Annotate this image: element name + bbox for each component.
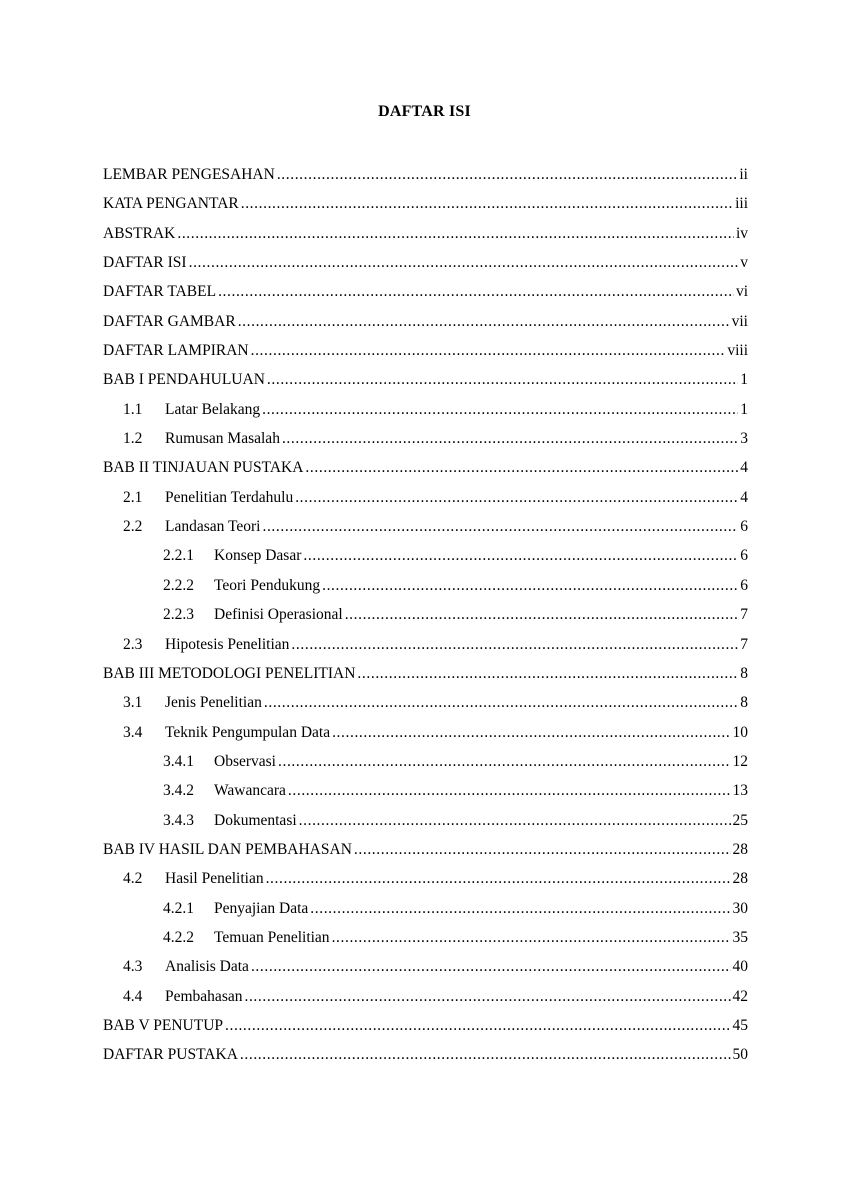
toc-entry-label: Landasan Teori	[165, 518, 261, 536]
toc-entry-label: BAB I PENDAHULUAN	[103, 371, 265, 389]
toc-entry-label: KATA PENGANTAR	[103, 195, 239, 213]
toc-entry-label: Penelitian Terdahulu	[165, 488, 294, 506]
toc-entry-page-number: v	[740, 254, 748, 272]
toc-entry[interactable]	[103, 189, 748, 218]
toc-entry[interactable]	[103, 864, 748, 893]
toc-entry-number: 3.4	[123, 723, 143, 741]
toc-entry[interactable]	[103, 1011, 748, 1040]
toc-entry-label: Dokumentasi	[214, 811, 297, 829]
toc-entry-label: Hipotesis Penelitian	[165, 635, 290, 653]
toc-entry[interactable]	[103, 630, 748, 659]
toc-entry[interactable]	[103, 923, 748, 952]
toc-entry[interactable]	[103, 835, 748, 864]
toc-entry-page-number: 50	[732, 1046, 748, 1064]
toc-entry-label: Pembahasan	[165, 987, 243, 1005]
toc-entry-number: 4.2.2	[163, 928, 194, 946]
toc-entry-page-number: 6	[740, 547, 748, 565]
toc-entry-label: Observasi	[214, 752, 276, 770]
toc-entry-number: 2.2.3	[163, 606, 194, 624]
toc-entry-number: 2.1	[123, 488, 143, 506]
toc-entry-page-number: 3	[740, 430, 748, 448]
toc-entry[interactable]	[103, 307, 748, 336]
toc-entry[interactable]	[103, 483, 748, 512]
toc-entry-label: Teknik Pengumpulan Data	[165, 723, 331, 741]
toc-dot-leader	[332, 923, 731, 952]
toc-entry-label: Penyajian Data	[214, 899, 309, 917]
toc-entry-number: 2.2.1	[163, 547, 194, 565]
toc-entry[interactable]	[103, 365, 748, 394]
toc-entry-label: BAB IV HASIL DAN PEMBAHASAN	[103, 840, 352, 858]
toc-entry[interactable]	[103, 571, 748, 600]
toc-entry-number: 3.4.2	[163, 782, 194, 800]
toc-dot-leader	[244, 982, 730, 1011]
toc-dot-leader	[332, 718, 730, 747]
toc-entry-page-number: 1	[740, 400, 748, 418]
toc-entry-number: 3.4.1	[163, 752, 194, 770]
toc-entry[interactable]	[103, 982, 748, 1011]
toc-entry[interactable]	[103, 688, 748, 717]
toc-entry[interactable]	[103, 277, 748, 306]
toc-entry-page-number: 45	[732, 1016, 748, 1034]
toc-entry-label: Definisi Operasional	[214, 606, 343, 624]
toc-entry-page-number: 6	[740, 576, 748, 594]
toc-entry-page-number: ii	[739, 166, 748, 183]
toc-entry-page-number: iv	[735, 224, 748, 242]
toc-dot-leader	[266, 864, 731, 893]
toc-entry-number: 4.3	[123, 958, 143, 976]
toc-entry-number: 4.4	[123, 987, 143, 1005]
toc-entry-page-number: 30	[732, 899, 748, 917]
toc-entry-page-number: 42	[732, 987, 748, 1005]
toc-dot-leader	[251, 952, 731, 981]
toc-entry-number: 2.2.2	[163, 576, 194, 594]
toc-entry-page-number: vi	[735, 283, 748, 301]
toc-entry-label: DAFTAR ISI	[103, 254, 187, 272]
toc-entry-label: Jenis Penelitian	[165, 694, 262, 712]
toc-entry-label: LEMBAR PENGESAHAN	[103, 166, 275, 183]
toc-entry[interactable]	[103, 747, 748, 776]
toc-entry[interactable]	[103, 395, 748, 424]
toc-entry-page-number: 28	[732, 870, 748, 888]
toc-dot-leader	[354, 835, 731, 864]
toc-entry-number: 4.2	[123, 870, 143, 888]
toc-entry-label: Analisis Data	[165, 958, 249, 976]
toc-entry[interactable]	[103, 600, 748, 629]
toc-dot-leader	[282, 424, 738, 453]
toc-entry-page-number: 12	[732, 752, 748, 770]
toc-dot-leader	[251, 336, 726, 365]
toc-dot-leader	[267, 365, 738, 394]
toc-dot-leader	[241, 189, 733, 218]
toc-entry[interactable]	[103, 718, 748, 747]
toc-entry-page-number: 28	[732, 840, 748, 858]
toc-entry[interactable]	[103, 219, 748, 248]
toc-entry-page-number: iii	[735, 195, 748, 213]
toc-entry-page-number: 13	[732, 782, 748, 800]
toc-entry-page-number: 40	[732, 958, 748, 976]
toc-entry[interactable]	[103, 336, 748, 365]
toc-dot-leader	[240, 1040, 731, 1069]
toc-entry-number: 2.3	[123, 635, 143, 653]
toc-entry-label: DAFTAR TABEL	[103, 283, 217, 301]
toc-entry-label: Teori Pendukung	[214, 576, 321, 594]
toc-entry-page-number: 4	[740, 488, 748, 506]
toc-entry[interactable]	[103, 512, 748, 541]
toc-entry-page-number: 10	[732, 723, 748, 741]
toc-entry-label: DAFTAR PUSTAKA	[103, 1046, 238, 1064]
toc-entry-page-number: 25	[732, 811, 748, 829]
toc-dot-leader	[288, 776, 731, 805]
toc-entry[interactable]	[103, 806, 748, 835]
toc-entry[interactable]	[103, 453, 748, 482]
toc-entry[interactable]	[103, 776, 748, 805]
toc-entry[interactable]	[103, 659, 748, 688]
toc-entry-page-number: 8	[740, 694, 748, 712]
toc-dot-leader	[291, 630, 738, 659]
toc-dot-leader	[177, 219, 734, 248]
toc-entry-label: BAB V PENUTUP	[103, 1016, 224, 1034]
toc-entry-number: 1.2	[123, 430, 143, 448]
toc-dot-leader	[345, 600, 739, 629]
toc-entry-page-number: 8	[740, 664, 748, 682]
toc-entry[interactable]	[103, 541, 748, 570]
toc-entry-page-number: 1	[740, 371, 748, 389]
toc-dot-leader	[238, 307, 730, 336]
toc-entry[interactable]	[103, 424, 748, 453]
toc-entry-page-number: 35	[732, 928, 748, 946]
toc-dot-leader	[189, 248, 739, 277]
toc-dot-leader	[262, 512, 738, 541]
toc-dot-leader	[225, 1011, 730, 1040]
toc-entry-page-number: 6	[740, 518, 748, 536]
toc-dot-leader	[218, 277, 734, 306]
toc-dot-leader	[322, 571, 738, 600]
toc-entry-number: 4.2.1	[163, 899, 194, 917]
toc-entry-page-number: vii	[731, 312, 748, 330]
toc-entry[interactable]	[103, 160, 748, 189]
toc-entry-number: 1.1	[123, 400, 143, 418]
toc-dot-leader	[295, 483, 738, 512]
toc-entry-label: DAFTAR GAMBAR	[103, 312, 236, 330]
toc-entry-label: BAB II TINJAUAN PUSTAKA	[103, 459, 304, 477]
toc-dot-leader	[310, 894, 730, 923]
toc-dot-leader	[264, 688, 738, 717]
toc-entry-number: 2.2	[123, 518, 143, 536]
toc-entry-label: Temuan Penelitian	[214, 928, 330, 946]
toc-entry-label: DAFTAR LAMPIRAN	[103, 342, 249, 360]
toc-entry[interactable]	[103, 952, 748, 981]
toc-entry-label: Wawancara	[214, 782, 286, 800]
toc-entry-label: ABSTRAK	[103, 224, 176, 242]
toc-dot-leader	[299, 806, 731, 835]
toc-dot-leader	[278, 747, 731, 776]
toc-entry-label: Hasil Penelitian	[165, 870, 264, 888]
toc-entry[interactable]	[103, 248, 748, 277]
toc-entry-page-number: 7	[740, 635, 748, 653]
page-title: DAFTAR ISI	[378, 103, 471, 120]
toc-entry-page-number: 7	[740, 606, 748, 624]
table-of-contents	[103, 160, 748, 1070]
toc-dot-leader	[305, 453, 738, 482]
toc-entry-label: Rumusan Masalah	[165, 430, 280, 448]
toc-entry-label: Konsep Dasar	[214, 547, 302, 565]
toc-dot-leader	[357, 659, 738, 688]
toc-entry-number: 3.1	[123, 694, 143, 712]
toc-entry[interactable]	[103, 894, 748, 923]
toc-dot-leader	[303, 541, 738, 570]
toc-entry[interactable]	[103, 1040, 748, 1069]
toc-dot-leader	[262, 395, 738, 424]
toc-entry-page-number: viii	[727, 342, 748, 360]
toc-dot-leader	[277, 160, 738, 189]
toc-entry-number: 3.4.3	[163, 811, 194, 829]
toc-entry-label: BAB III METODOLOGI PENELITIAN	[103, 664, 356, 682]
toc-entry-label: Latar Belakang	[165, 400, 261, 418]
toc-entry-page-number: 4	[740, 459, 748, 477]
